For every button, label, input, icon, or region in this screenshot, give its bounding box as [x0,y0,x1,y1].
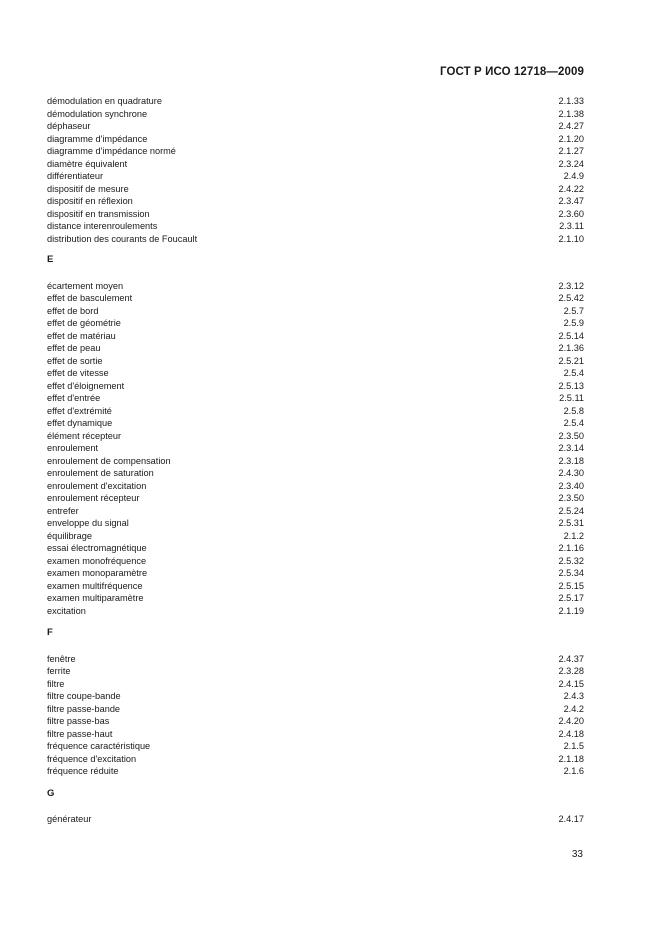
entry-term: distance interenroulements [47,221,158,231]
entry-term: examen multifréquence [47,580,143,591]
entry-reference: 2.5.24 [558,505,584,516]
index-sections [47,254,584,826]
index-entry [47,342,584,355]
section-letter: G [47,787,55,799]
index-entry [47,467,584,480]
section-d-entries [47,95,584,245]
entry-reference: 2.3.28 [558,666,584,676]
index-entry [47,208,584,221]
entry-reference: 2.3.14 [558,443,584,453]
index-entry [47,728,584,741]
entry-term: effet d'entrée [47,393,101,403]
index-section [47,788,584,826]
entry-reference: 2.4.20 [558,716,584,726]
index-entry [47,505,584,518]
entry-reference: 2.1.27 [558,146,584,156]
index-entry [47,195,584,208]
entry-term: examen monofréquence [47,555,147,566]
entry-reference: 2.5.8 [563,405,584,416]
entry-term: enveloppe du signal [47,518,129,528]
index-entry [47,605,584,618]
entry-term: effet de basculement [47,293,133,303]
entry-term: filtre passe-bande [47,703,121,714]
index-entry [47,170,584,183]
entry-term: dispositif de mesure [47,183,129,194]
entry-term: essai électromagnétique [47,543,147,553]
index-entry [47,120,584,133]
entry-term: enroulement d'excitation [47,480,147,491]
index-entry [47,765,584,778]
entry-term: démodulation en quadrature [47,96,162,106]
entry-reference: 2.1.20 [558,133,584,144]
entry-reference: 2.4.27 [558,121,584,131]
entry-reference: 2.5.31 [558,518,584,528]
entry-reference: 2.5.13 [558,380,584,391]
entry-reference: 2.1.38 [558,108,584,119]
entry-term: écartement moyen [47,280,124,291]
index-entry [47,740,584,753]
entry-reference: 2.3.18 [558,455,584,466]
index-entry [47,133,584,146]
document-code-header: ГОСТ Р ИСО 12718—2009 [439,66,584,78]
entry-reference: 2.5.34 [558,568,584,578]
entry-reference: 2.4.37 [558,653,584,664]
entry-reference: 2.3.47 [558,196,584,206]
entry-term: effet de peau [47,343,101,353]
entry-term: entrefer [47,505,79,516]
entry-reference: 2.1.2 [563,530,584,541]
index-entry [47,417,584,430]
entry-term: enroulement de compensation [47,455,171,466]
index-entry [47,567,584,580]
entry-term: fréquence réduite [47,766,119,776]
entry-reference: 2.1.16 [558,543,584,553]
index-entry [47,703,584,716]
entry-term: excitation [47,605,86,616]
entry-reference: 2.5.4 [563,368,584,378]
index-entry [47,183,584,196]
index-section [47,254,584,617]
index-entry [47,517,584,530]
entry-reference: 2.3.50 [558,430,584,441]
entry-reference: 2.1.36 [558,343,584,353]
index-entry [47,580,584,593]
entry-term: diamètre équivalent [47,158,128,169]
entry-term: effet d'éloignement [47,380,125,391]
entry-term: effet de vitesse [47,368,109,378]
index-entry [47,380,584,393]
entry-reference: 2.4.22 [558,183,584,194]
index-entry [47,95,584,108]
index-entry [47,690,584,703]
entry-term: effet de sortie [47,355,103,366]
entry-reference: 2.1.10 [558,233,584,244]
entry-term: dispositif en réflexion [47,196,133,206]
index-entry [47,392,584,405]
entry-term: démodulation synchrone [47,108,148,119]
entry-term: effet d'extrémité [47,405,112,416]
entry-term: générateur [47,814,92,824]
entry-term: effet de géométrie [47,318,121,328]
entry-reference: 2.1.18 [558,753,584,764]
index-entry [47,555,584,568]
entry-term: fenêtre [47,653,76,664]
entry-term: fréquence caractéristique [47,741,151,751]
index-entry [47,715,584,728]
index-section [47,627,584,778]
entry-reference: 2.4.30 [558,468,584,478]
entry-reference: 2.3.50 [558,493,584,503]
entry-term: filtre passe-haut [47,728,113,739]
index-entry [47,305,584,318]
entry-term: diagramme d'impédance normé [47,146,176,156]
index-entry [47,430,584,443]
index-entry [47,108,584,121]
index-entry [47,367,584,380]
entry-reference: 2.4.17 [558,814,584,824]
entry-term: enroulement [47,443,99,453]
term-index [47,95,584,826]
entry-reference: 2.4.2 [563,703,584,714]
entry-term: distribution des courants de Foucault [47,233,198,244]
entry-reference: 2.4.9 [563,171,584,181]
entry-reference: 2.4.15 [558,678,584,689]
entry-term: dispositif en transmission [47,208,150,219]
index-entry [47,813,584,826]
section-letter: F [47,627,53,638]
entry-term: examen multiparamètre [47,593,144,603]
entry-term: filtre [47,678,65,689]
index-entry [47,665,584,678]
index-entry [47,220,584,233]
entry-reference: 2.5.9 [563,318,584,328]
index-entry [47,280,584,293]
entry-reference: 2.3.11 [559,221,584,231]
entry-reference: 2.5.15 [558,580,584,591]
entry-reference: 2.1.6 [563,766,584,776]
entry-reference: 2.1.33 [558,96,584,106]
entry-term: filtre coupe-bande [47,691,121,701]
entry-reference: 2.5.11 [559,393,584,403]
index-entry [47,653,584,666]
entry-term: déphaseur [47,121,91,131]
entry-reference: 2.4.18 [558,728,584,739]
entry-term: filtre passe-bas [47,716,110,726]
index-entry [47,442,584,455]
index-entry [47,542,584,555]
entry-term: ferrite [47,666,71,676]
entry-term: équilibrage [47,530,92,541]
index-entry [47,233,584,246]
entry-reference: 2.5.32 [558,555,584,566]
entry-term: diagramme d'impédance [47,133,148,144]
section-letter: E [47,254,54,265]
index-entry [47,455,584,468]
index-entry [47,753,584,766]
index-entry [47,492,584,505]
index-entry [47,292,584,305]
entry-reference: 2.5.4 [563,418,584,428]
entry-reference: 2.5.42 [558,293,584,303]
index-entry [47,145,584,158]
entry-term: enroulement récepteur [47,493,140,503]
entry-term: effet de bord [47,305,99,316]
index-entry [47,592,584,605]
index-entry [47,405,584,418]
entry-term: enroulement de saturation [47,468,154,478]
entry-reference: 2.1.5 [563,741,584,751]
entry-reference: 2.1.19 [558,605,584,616]
entry-term: effet dynamique [47,418,113,428]
index-entry [47,158,584,171]
entry-term: différentiateur [47,171,104,181]
entry-term: effet de matériau [47,330,116,341]
entry-reference: 2.3.40 [558,480,584,491]
index-entry [47,317,584,330]
entry-reference: 2.5.21 [558,355,584,366]
index-entry [47,330,584,343]
entry-term: examen monoparamètre [47,568,148,578]
page-number: 33 [571,849,583,860]
index-entry [47,678,584,691]
index-entry [47,355,584,368]
entry-term: élément récepteur [47,430,122,441]
entry-reference: 2.5.7 [563,305,584,316]
entry-reference: 2.3.12 [558,280,584,291]
entry-reference: 2.5.14 [558,330,584,341]
entry-term: fréquence d'excitation [47,753,137,764]
entry-reference: 2.3.24 [558,158,584,169]
index-entry [47,530,584,543]
index-entry [47,480,584,493]
entry-reference: 2.3.60 [558,208,584,219]
entry-reference: 2.5.17 [558,593,584,603]
entry-reference: 2.4.3 [563,691,584,701]
